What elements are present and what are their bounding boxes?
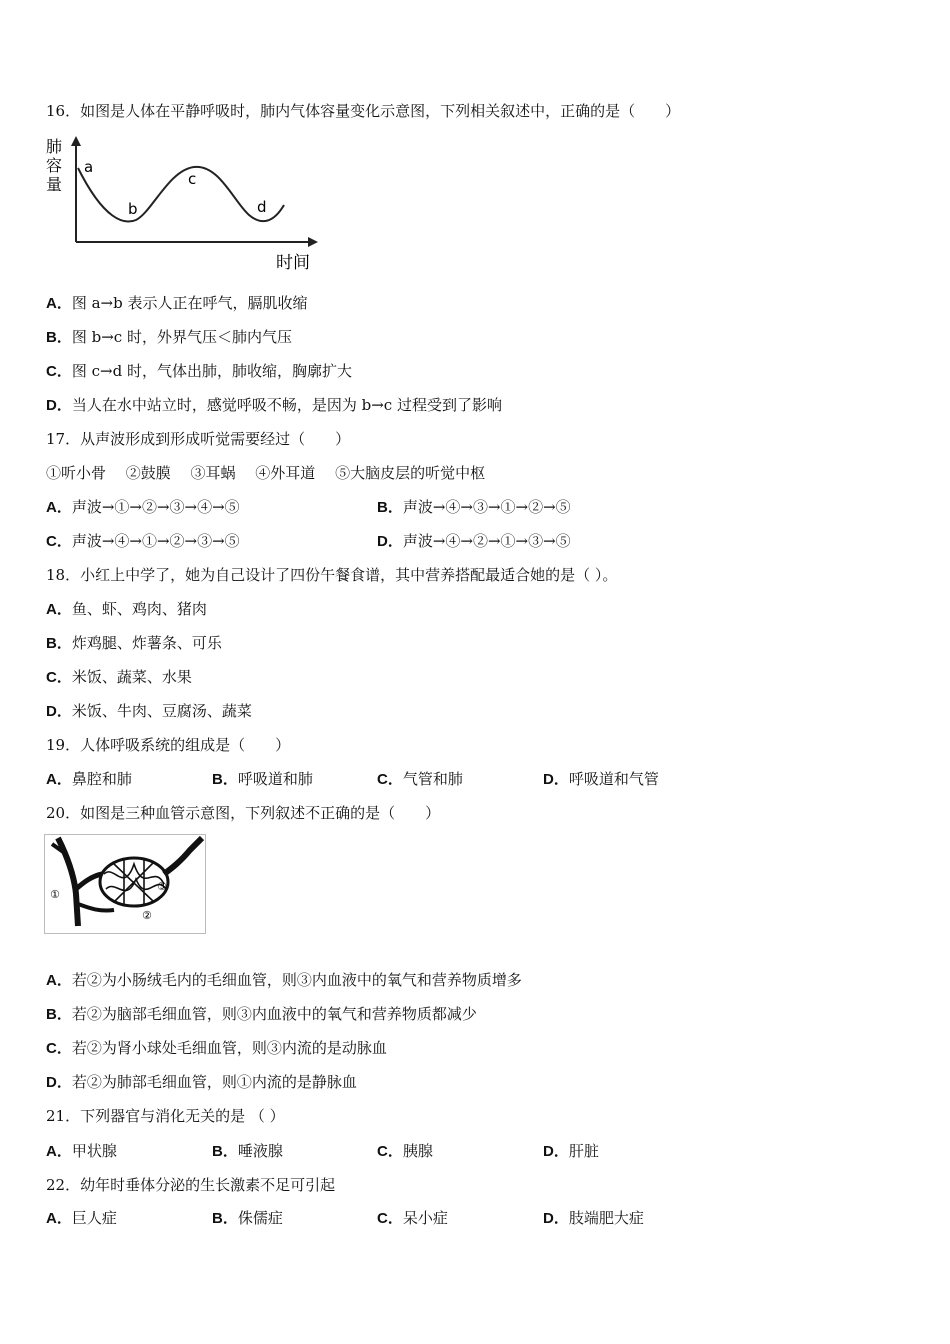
option-text: 声波→④→③→①→②→⑤ [402,498,571,516]
label-3: ③ [157,880,167,893]
option-letter: C． [46,533,72,550]
y-axis-label-2: 容 [46,156,63,175]
q21-option-a [46,1141,117,1162]
q16-option-a [46,293,308,314]
option-letter: A． [46,1143,72,1160]
q21-option-b [212,1141,283,1162]
q17-option-d [377,531,571,552]
x-axis-arrow [308,237,318,247]
q20-option-b [46,1004,477,1025]
option-text: 呼吸道和气管 [568,770,659,788]
point-b: b [128,200,138,218]
option-text: 若②为肺部毛细血管，则①内流的是静脉血 [71,1073,357,1091]
option-letter: D． [543,1210,569,1227]
option-text: 图 c→d 时，气体出肺，肺收缩，胸廓扩大 [71,362,352,380]
option-letter: A． [46,1210,72,1227]
q16-option-d [46,395,502,416]
option-letter: C． [46,1040,72,1057]
option-text: 巨人症 [71,1209,117,1227]
volume-curve [78,167,284,222]
option-letter: C． [46,669,72,686]
option-text: 声波→④→①→②→③→⑤ [71,532,240,550]
option-letter: B． [212,1143,238,1160]
q19-stem: 19．人体呼吸系统的组成是（ ） [46,736,291,754]
option-text: 肝脏 [568,1142,599,1160]
option-letter: D． [543,1143,569,1160]
option-text: 鱼、虾、鸡肉、猪肉 [71,600,207,618]
q18-stem: 18．小红上中学了，她为自己设计了四份午餐食谱，其中营养搭配最适合她的是（ ）。 [46,566,618,584]
q22-option-d [543,1208,644,1229]
option-text: 当人在水中站立时，感觉呼吸不畅，是因为 b→c 过程受到了影响 [71,396,502,414]
y-axis-label-3: 量 [46,175,63,194]
option-text: 肢端肥大症 [568,1209,644,1227]
q17-stem: 17．从声波形成到形成听觉需要经过（ ） [46,430,351,448]
q21-option-c [377,1141,433,1162]
option-text: 鼻腔和肺 [71,770,132,788]
option-letter: D． [46,1074,72,1091]
q21-stem: 21．下列器官与消化无关的是 （ ） [46,1107,285,1125]
y-axis-arrow [71,136,81,146]
option-letter: A． [46,601,72,618]
q22-option-c [377,1208,448,1229]
q21-option-d [543,1141,599,1162]
option-text: 米饭、牛肉、豆腐汤、蔬菜 [71,702,252,720]
label-1: ① [50,888,60,901]
option-text: 若②为脑部毛细血管，则③内血液中的氧气和营养物质都减少 [71,1005,477,1023]
option-text: 图 a→b 表示人正在呼气，膈肌收缩 [71,294,308,312]
option-letter: B． [377,499,403,516]
option-letter: B． [212,1210,238,1227]
q16-option-c [46,361,352,382]
option-text: 若②为肾小球处毛细血管，则③内流的是动脉血 [71,1039,387,1057]
option-text: 炸鸡腿、炸薯条、可乐 [71,634,222,652]
option-letter: A． [46,972,72,989]
q18-option-c [46,667,192,688]
option-letter: B． [46,1006,72,1023]
option-letter: A． [46,499,72,516]
option-letter: D． [46,703,72,720]
option-letter: C． [377,1210,403,1227]
q17-items: ①听小骨 ②鼓膜 ③耳蜗 ④外耳道 ⑤大脑皮层的听觉中枢 [46,464,486,482]
q20-option-a [46,970,522,991]
lung-volume-graph [44,130,334,275]
q22-stem: 22．幼年时垂体分泌的生长激素不足可引起 [46,1176,336,1194]
option-letter: D． [543,771,569,788]
option-letter: B． [46,329,72,346]
option-text: 图 b→c 时，外界气压＜肺内气压 [71,328,292,346]
option-text: 声波→④→②→①→③→⑤ [402,532,571,550]
q17-option-c [46,531,240,552]
option-letter: A． [46,295,72,312]
option-text: 胰腺 [402,1142,433,1160]
option-text: 呆小症 [402,1209,448,1227]
option-letter: C． [377,771,403,788]
option-letter: B． [212,771,238,788]
option-text: 气管和肺 [402,770,463,788]
q17-option-b [377,497,571,518]
option-text: 米饭、蔬菜、水果 [71,668,192,686]
x-axis-label: 时间 [276,253,310,273]
q20-option-d [46,1072,357,1093]
blood-vessel-diagram [44,834,206,934]
option-text: 若②为小肠绒毛内的毛细血管，则③内血液中的氧气和营养物质增多 [71,971,522,989]
option-text: 唾液腺 [237,1142,283,1160]
q18-option-d [46,701,252,722]
q19-option-d [543,769,659,790]
option-letter: C． [377,1143,403,1160]
option-letter: C． [46,363,72,380]
q17-option-a [46,497,240,518]
q19-option-a [46,769,132,790]
option-letter: A． [46,771,72,788]
option-text: 声波→①→②→③→④→⑤ [71,498,240,516]
option-text: 呼吸道和肺 [237,770,313,788]
option-letter: B． [46,635,72,652]
option-text: 侏儒症 [237,1209,283,1227]
q18-option-b [46,633,222,654]
y-axis-label-1: 肺 [46,137,63,156]
point-d: d [257,198,267,216]
q20-option-c [46,1038,387,1059]
q18-option-a [46,599,207,620]
q22-option-a [46,1208,117,1229]
q19-option-b [212,769,313,790]
q22-option-b [212,1208,283,1229]
option-letter: D． [377,533,403,550]
q20-stem: 20．如图是三种血管示意图，下列叙述不正确的是（ ） [46,804,441,822]
point-c: c [188,170,197,188]
q16-option-b [46,327,292,348]
label-2: ② [142,909,152,922]
option-letter: D． [46,397,72,414]
q16-stem: 16．如图是人体在平静呼吸时，肺内气体容量变化示意图，下列相关叙述中，正确的是（ ） [46,102,681,120]
q19-option-c [377,769,463,790]
point-a: a [84,158,94,176]
option-text: 甲状腺 [71,1142,117,1160]
